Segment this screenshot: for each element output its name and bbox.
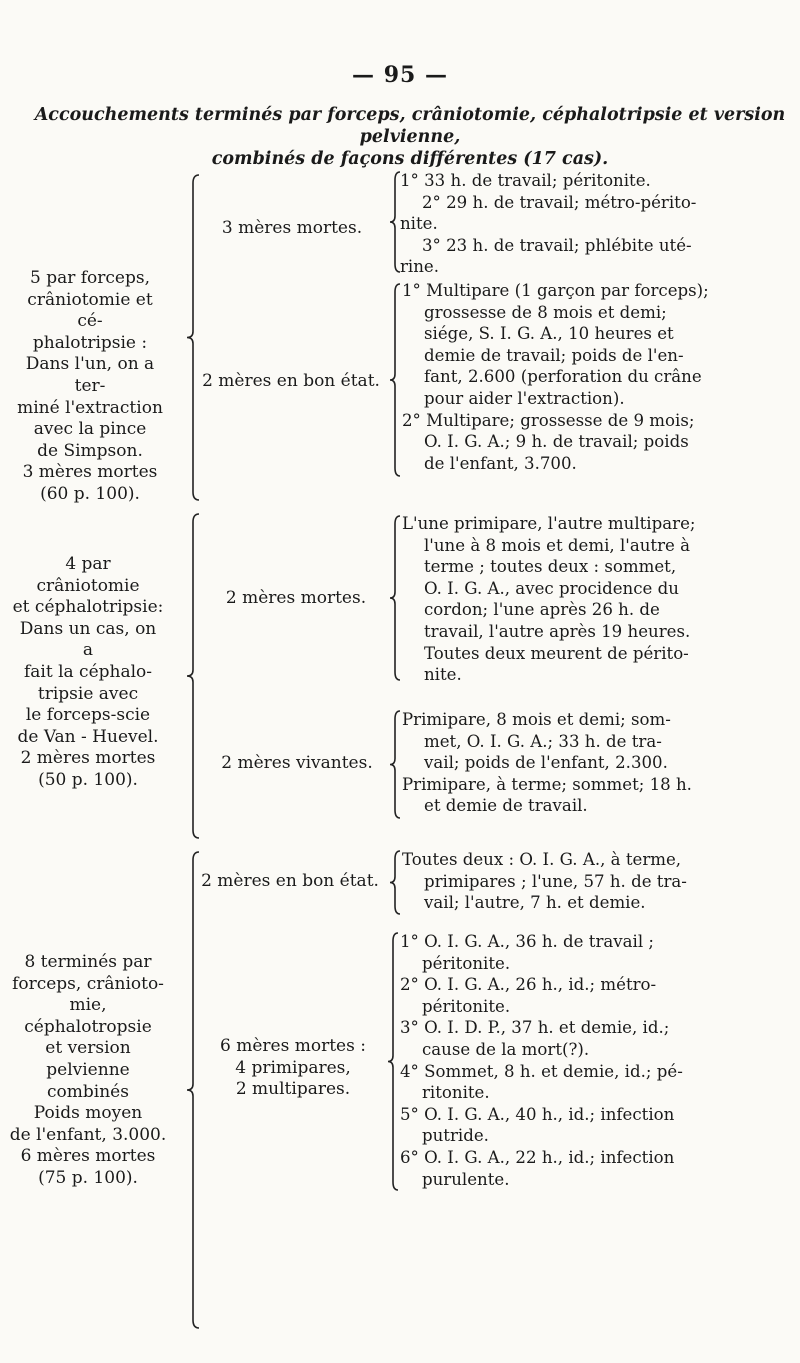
detail-line: et demie de travail.	[424, 796, 588, 816]
group-1-sub-1-label: 3 mères mortes.	[221, 218, 363, 238]
detail-line: nite.	[424, 665, 462, 685]
detail-line: L'une primipare, l'autre multipare;	[402, 514, 696, 533]
detail-line: 2° Multipare; grossesse de 9 mois;	[402, 410, 695, 430]
detail-line: O. I. G. A.; 9 h. de travail; poids	[424, 432, 689, 452]
detail-line: cordon; l'une après 26 h. de	[424, 600, 660, 620]
detail-line: Primipare, 8 mois et demi; som-	[402, 710, 671, 729]
detail-line: pour aider l'extraction).	[424, 388, 625, 408]
detail-line: 2° O. I. G. A., 26 h., id.; métro-	[400, 975, 657, 995]
detail-line: 2° 29 h. de travail; métro-périto-	[422, 192, 697, 212]
detail-line: demie de travail; poids de l'en-	[424, 345, 684, 365]
detail-line: siége, S. I. G. A., 10 heures et	[424, 324, 674, 344]
detail-line: met, O. I. G. A.; 33 h. de tra-	[424, 731, 662, 751]
detail-line: rine.	[400, 257, 440, 277]
detail-line: fant, 2.600 (perforation du crâne	[424, 367, 702, 387]
group-1-sub-2-details	[402, 280, 709, 474]
detail-line: 1° Multipare (1 garçon par forceps);	[402, 281, 709, 300]
group-3-summary: 8 terminés par forceps, crânioto- mie, céphalotropsie et version pelvienne combinés Poids moyen de l'enfant, 3.000. 6 mères mortes (75 p. 100).	[9, 952, 167, 1188]
brace-g1-sub2	[390, 284, 400, 476]
brace-group-2	[187, 514, 199, 838]
detail-line: vail; poids de l'enfant, 2.300.	[424, 753, 668, 773]
group-1-sub-2-label: 2 mères en bon état.	[202, 371, 380, 391]
detail-line: cause de la mort(?).	[422, 1039, 590, 1059]
group-2-sub-1-label: 2 mères mortes.	[225, 588, 367, 608]
detail-line: O. I. G. A., avec procidence du	[424, 578, 679, 598]
detail-line: 4° Sommet, 8 h. et demie, id.; pé-	[400, 1061, 683, 1081]
brace-g1-sub1	[390, 172, 400, 272]
brace-g2-sub1	[390, 516, 400, 680]
title-line-2: combinés de façons différentes (17 cas).	[211, 149, 609, 169]
detail-line: Primipare, à terme; sommet; 18 h.	[402, 774, 692, 794]
detail-line: 6° O. I. G. A., 22 h., id.; infection	[400, 1147, 675, 1167]
group-2-sub-2-details	[402, 709, 692, 817]
detail-line: l'une à 8 mois et demi, l'autre à	[424, 535, 690, 555]
detail-line: grossesse de 8 mois et demi;	[424, 302, 667, 322]
brace-g3-sub1	[390, 851, 400, 914]
detail-line: de l'enfant, 3.700.	[424, 453, 577, 473]
group-3-sub-1-label: 2 mères en bon état.	[201, 871, 379, 891]
detail-line: 3° O. I. D. P., 37 h. et demie, id.;	[400, 1018, 670, 1038]
detail-line: nite.	[400, 214, 438, 234]
group-3-sub-2-label: 6 mères mortes : 4 primipares, 2 multipares.	[220, 1036, 366, 1100]
detail-line: 3° 23 h. de travail; phlébite uté-	[422, 235, 692, 255]
group-2-sub-2-label: 2 mères vivantes.	[221, 753, 373, 773]
brace-group-1	[187, 175, 199, 500]
group-1-sub-1-details	[400, 170, 696, 278]
group-2-summary: 4 par crâniotomie et céphalotripsie: Dans un cas, on a fait la céphalo- tripsie avec le forceps-scie de Van - Huevel. 2 mères mortes (50 p. 100).	[12, 554, 164, 790]
detail-line: ritonite.	[422, 1083, 490, 1103]
detail-line: péritonite.	[422, 953, 511, 973]
brace-g3-sub2	[388, 933, 398, 1190]
brace-group-3	[187, 852, 199, 1328]
page-number: — 95 —	[352, 62, 448, 88]
group-2-sub-1-details	[402, 513, 695, 686]
title-line-1: Accouchements terminés par forceps, crâniotomie, céphalotripsie et version pelvienne,	[34, 105, 786, 147]
group-3-sub-2-details	[400, 931, 683, 1190]
detail-line: péritonite.	[422, 996, 511, 1016]
detail-line: primipares ; l'une, 57 h. de tra-	[424, 871, 687, 891]
detail-line: 1° O. I. G. A., 36 h. de travail ;	[400, 932, 655, 951]
detail-line: Toutes deux meurent de périto-	[424, 643, 689, 663]
detail-line: 5° O. I. G. A., 40 h., id.; infection	[400, 1104, 675, 1124]
group-1-summary: 5 par forceps, crâniotomie et cé- phalotripsie : Dans l'un, on a ter- miné l'extraction avec la pince de Simpson. 3 mères mortes (60 p. 100).	[17, 268, 163, 504]
detail-line: terme ; toutes deux : sommet,	[424, 557, 677, 577]
detail-line: purulente.	[422, 1169, 510, 1189]
detail-line: putride.	[422, 1126, 489, 1146]
brace-g2-sub2	[390, 711, 400, 818]
detail-line: Toutes deux : O. I. G. A., à terme,	[402, 850, 682, 869]
group-3-sub-1-details	[402, 849, 687, 914]
detail-line: vail; l'autre, 7 h. et demie.	[424, 893, 646, 913]
detail-line: travail, l'autre après 19 heures.	[424, 621, 691, 641]
detail-line: 1° 33 h. de travail; péritonite.	[400, 171, 651, 190]
